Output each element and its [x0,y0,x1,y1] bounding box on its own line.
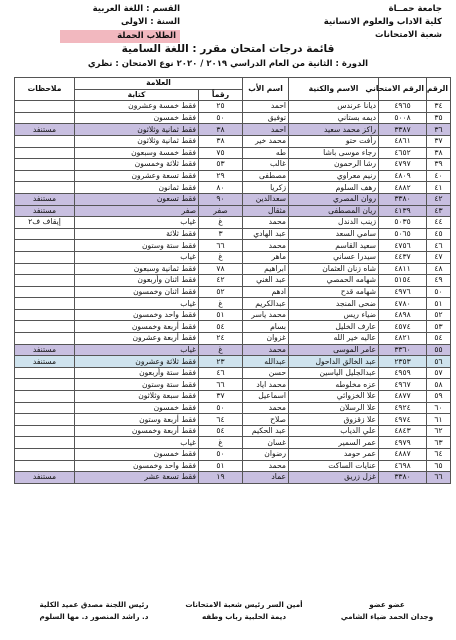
cell-grade-words: صفر [75,205,199,217]
table-row [15,321,451,333]
cell-exam-no: ٤٩٧٤ [379,414,427,426]
cell-father: محمد [243,344,289,356]
cell-exam-no: ٤٤٣٧ [379,251,427,263]
cell-notes [15,112,75,124]
cell-name: عمر حومد [289,449,379,461]
cell-name: عزه مخلوطه [289,379,379,391]
table-row [15,402,451,414]
cell-grade-words: فقط ثمانية وثلاثون [75,135,199,147]
table-row [15,333,451,345]
signature-names: د. راشد المنصور د. مها السلوم [39,612,149,621]
cell-father: عبد الهادي [243,228,289,240]
cell-grade-digits: ٥٤ [199,425,243,437]
header-notes: ملاحظات [15,78,75,101]
cell-notes: مستنفد [15,472,75,484]
cell-grade-words: فقط ستة وستون [75,240,199,252]
cell-grade-words: فقط أربعة وعشرون [75,333,199,345]
cell-grade-digits: ٥٢ [199,286,243,298]
table-row [15,182,451,194]
cell-notes [15,275,75,287]
header-words: كتابة [75,89,199,101]
cell-exam-no: ٥٠٠٨ [379,112,427,124]
cell-father: توفيق [243,112,289,124]
cell-grade-words: غياب [75,217,199,229]
department-label: القسم : اللغة العربية [92,4,180,14]
cell-name: عمر السمير [289,437,379,449]
cell-num: ٥٤ [427,333,451,345]
cell-notes [15,460,75,472]
table-row [15,425,451,437]
cell-grade-digits: ٧٨ [199,263,243,275]
cell-notes [15,298,75,310]
cell-exam-no: ٤٩٢٤ [379,402,427,414]
cell-father: صلاح [243,414,289,426]
cell-grade-digits: ٢٤ [199,333,243,345]
cell-num: ٤٢ [427,193,451,205]
cell-name: سيدرا عساني [289,251,379,263]
cell-name: غزل زريق [289,472,379,484]
table-row [15,449,451,461]
cell-name: علي الدياب [289,425,379,437]
cell-exam-no: ٣٣٨٠ [379,193,427,205]
cell-grade-words: فقط تسعة عشر [75,472,199,484]
cell-num: ٣٨ [427,147,451,159]
cell-notes: مستنفد [15,205,75,217]
header-exam-no: الرقم الامتحاني [379,78,427,101]
cell-num: ٣٤ [427,101,451,113]
signature-block-secretary [174,599,314,623]
cell-grade-digits: ٥١ [199,309,243,321]
grades-table [14,77,451,484]
table-row [15,309,451,321]
cell-num: ٤٥ [427,228,451,240]
cell-name: علا الرسلان [289,402,379,414]
cell-grade-words: فقط اثنان وخمسون [75,286,199,298]
table-row [15,193,451,205]
cell-grade-digits: ٣٨ [199,124,243,136]
cell-name: عبد الخالق الداحول [289,356,379,368]
cell-name: علا زقزوق [289,414,379,426]
table-row [15,367,451,379]
signature-role: عضو عضو [369,600,405,609]
header-father: اسم الأب [243,78,289,101]
cell-father: ماهر [243,251,289,263]
cell-grade-words: غياب [75,251,199,263]
cell-grade-digits: ٥٠ [199,112,243,124]
cell-notes: مستنفد [15,344,75,356]
table-row [15,240,451,252]
cell-father: اسماعيل [243,391,289,403]
cell-father: طه [243,147,289,159]
cell-name: شهامه قدح [289,286,379,298]
cell-name: زينب الدندل [289,217,379,229]
cell-notes [15,414,75,426]
cell-notes [15,425,75,437]
cell-father: محمد اياد [243,379,289,391]
cell-exam-no: ٤٨٠٩ [379,170,427,182]
cell-grade-words: فقط واحد وخمسون [75,309,199,321]
cell-grade-digits: ٥٣ [199,159,243,171]
cell-exam-no: ٤٨٨٧ [379,449,427,461]
table-row [15,286,451,298]
cell-notes [15,251,75,263]
cell-name: عاليه خير الله [289,333,379,345]
cell-grade-digits: ٣ [199,228,243,240]
table-row [15,391,451,403]
cell-grade-words: فقط أربعة وستون [75,414,199,426]
cell-father: سعدالدين [243,193,289,205]
cell-notes [15,135,75,147]
cell-grade-words: فقط تسعون [75,193,199,205]
cell-grade-words: فقط خمسون [75,112,199,124]
university-header [282,3,442,42]
cell-num: ٦١ [427,414,451,426]
cell-num: ٥٧ [427,367,451,379]
cell-exam-no: ٤١٣٩ [379,205,427,217]
cell-grade-words: فقط ثمانية وسبعون [75,263,199,275]
signature-names: وجدان الحمد ضياء الشامي [340,612,434,621]
cell-num: ٣٧ [427,135,451,147]
cell-grade-digits: ٥٠ [199,402,243,414]
cell-father: احمد [243,101,289,113]
cell-name: شاه زنان العثمان [289,263,379,275]
cell-name: ضحى المنجد [289,298,379,310]
cell-name: علا الخزوائي [289,391,379,403]
cell-num: ٣٦ [427,124,451,136]
cell-father: عبد الحكيم [243,425,289,437]
cell-notes [15,391,75,403]
cell-notes [15,159,75,171]
cell-notes [15,437,75,449]
cell-notes [15,367,75,379]
cell-father: احمد [243,124,289,136]
cell-notes [15,240,75,252]
cell-grade-digits: ٦٦ [199,379,243,391]
cell-name: عبدالجليل الياسين [289,367,379,379]
signature-names: ديمة الحلبية رباب وطفه [201,612,287,621]
table-row [15,344,451,356]
cell-notes: مستنفد [15,193,75,205]
cell-exam-no: ٥٠٦٥ [379,228,427,240]
cell-num: ٤٣ [427,205,451,217]
table-row [15,147,451,159]
cell-name: رنيم معراوي [289,170,379,182]
cell-grade-words: فقط سبعة وثلاثون [75,391,199,403]
table-row [15,298,451,310]
cell-father: محمد [243,217,289,229]
cell-name: ضياء ريس [289,309,379,321]
cell-num: ٦٢ [427,425,451,437]
university-name: جامعة حمــاة [388,4,442,14]
table-row [15,356,451,368]
header-digits: رقماً [199,89,243,101]
cell-father: غزوان [243,333,289,345]
cell-notes [15,309,75,321]
cell-exam-no: ٤٩٧٦ [379,286,427,298]
cell-grade-words: فقط أربعة وخمسون [75,425,199,437]
year-label: السنة : الاولى [120,17,180,27]
table-row [15,217,451,229]
cell-notes [15,147,75,159]
cell-grade-words: فقط واحد وخمسون [75,460,199,472]
cell-notes [15,182,75,194]
cell-grade-words: فقط خمسون [75,402,199,414]
cell-grade-words: فقط اثنان وأربعون [75,275,199,287]
cell-grade-digits: ٤٦ [199,367,243,379]
signature-role: رئيس اللجنة مصدق عميد الكلية [39,600,149,609]
cell-father: عماد [243,472,289,484]
cell-num: ٥٦ [427,356,451,368]
cell-exam-no: ٣٣٦٠ [379,344,427,356]
cell-exam-no: ٢٣٥٣ [379,356,427,368]
cell-father: مصطفى [243,170,289,182]
cell-father: ابراهيم [243,263,289,275]
cell-exam-no: ٥١٥٤ [379,275,427,287]
cell-grade-words: فقط أربعة وخمسون [75,321,199,333]
cell-grade-digits: ٦٦ [199,240,243,252]
cell-num: ٤٦ [427,240,451,252]
table-row [15,228,451,240]
cell-grade-digits: صفر [199,205,243,217]
cell-num: ٦٤ [427,449,451,461]
cell-grade-digits: ٣٧ [199,391,243,403]
cell-father: مثقال [243,205,289,217]
cell-num: ٥٨ [427,379,451,391]
cell-grade-words: فقط ثلاثة [75,228,199,240]
cell-exam-no: ٤٥٧٤ [379,321,427,333]
document-subtitle: الدورة : الثانية من العام الدراسي ٢٠١٩ / ٢٠٢٠ نوع الامتحان : نظري [87,59,369,69]
cell-grade-digits: ٢٩ [199,170,243,182]
cell-grade-digits: ٣٨ [199,135,243,147]
table-row [15,472,451,484]
cell-grade-digits: غ [199,344,243,356]
cell-num: ٥١ [427,298,451,310]
cell-num: ٥٣ [427,321,451,333]
cell-grade-digits: ٦٤ [199,414,243,426]
cell-grade-words: فقط ثلاثة وخمسون [75,159,199,171]
cell-name: عنايات الساكت [289,460,379,472]
table-row [15,437,451,449]
table-row [15,159,451,171]
cell-exam-no: ٤٩٦٧ [379,379,427,391]
table-row [15,112,451,124]
cell-exam-no: ٤٧٩٧ [379,159,427,171]
cell-grade-words: فقط خمسة وعشرون [75,101,199,113]
cell-notes [15,449,75,461]
cell-grade-words: فقط خمسة وسبعون [75,147,199,159]
cell-num: ٦٦ [427,472,451,484]
table-row [15,275,451,287]
cell-grade-words: غياب [75,437,199,449]
cell-name: عارف الخليل [289,321,379,333]
cell-notes [15,333,75,345]
signatures-footer [14,599,450,637]
cell-grade-digits: ٧٥ [199,147,243,159]
cell-num: ٣٩ [427,159,451,171]
header-grade: العلامة [75,78,243,90]
cell-grade-digits: غ [199,298,243,310]
signature-block-committee-head [24,599,164,623]
cell-grade-digits: ٨٠ [199,182,243,194]
cell-name: ديمه بستاني [289,112,379,124]
header-num: الرقم [427,78,451,101]
cell-grade-digits: غ [199,251,243,263]
table-row [15,101,451,113]
table-row [15,205,451,217]
cell-father: عبد الغني [243,275,289,287]
cell-exam-no: ٤٦٥٢ [379,147,427,159]
cell-grade-digits: ٥٤ [199,321,243,333]
cell-num: ٥٠ [427,286,451,298]
header-name: الاسم والكنية [289,78,379,101]
cell-exam-no: ٤٩٥٩ [379,367,427,379]
cell-notes [15,170,75,182]
table-row [15,124,451,136]
exams-division: شعبة الامتحانات [375,30,442,40]
faculty-name: كلية الاداب والعلوم الانسانية [323,17,442,27]
cell-num: ٥٥ [427,344,451,356]
cell-father: حسن [243,367,289,379]
cell-num: ٤٩ [427,275,451,287]
cell-father: غسان [243,437,289,449]
cell-grade-digits: ٥٠ [199,449,243,461]
cell-name: سعيد القاسم [289,240,379,252]
cell-grade-digits: ٤٢ [199,275,243,287]
cell-grade-digits: غ [199,217,243,229]
cell-exam-no: ٤٨٩٨ [379,309,427,321]
cell-father: عبدالكريم [243,298,289,310]
cell-num: ٥٩ [427,391,451,403]
cell-name: رأفت حتو [289,135,379,147]
cell-exam-no: ٤٩٦٥ [379,101,427,113]
cell-name: ريان المصطفى [289,205,379,217]
student-category-label: الطلاب الحملة [60,30,180,43]
cell-father: ادهم [243,286,289,298]
cell-father: محمد [243,460,289,472]
department-header [60,3,180,43]
cell-father: زكريا [243,182,289,194]
cell-notes [15,379,75,391]
cell-num: ٥٢ [427,309,451,321]
cell-name: شهامه الحمصي [289,275,379,287]
cell-notes: مستنفد [15,124,75,136]
cell-grade-digits: ٢٣ [199,356,243,368]
cell-exam-no: ٣٣٨٧ [379,124,427,136]
cell-exam-no: ٤٦٩٨ [379,460,427,472]
signature-block-members [324,599,450,623]
cell-name: رشا الرحمون [289,159,379,171]
cell-name: ديانا عرندس [289,101,379,113]
signature-role: أمين السر رئيس شعبة الامتحانات [185,600,303,609]
cell-grade-words: فقط ثمانية وثلاثون [75,124,199,136]
cell-father: غالب [243,159,289,171]
cell-father: محمد خير [243,135,289,147]
cell-name: رجاء موسى باشا [289,147,379,159]
cell-exam-no: ٤٧٨٠ [379,298,427,310]
cell-num: ٣٥ [427,112,451,124]
cell-num: ٤٠ [427,170,451,182]
cell-grade-words: غياب [75,344,199,356]
cell-grade-digits: ١٩ [199,472,243,484]
cell-grade-words: فقط ثلاثة وعشرون [75,356,199,368]
cell-num: ٦٣ [427,437,451,449]
cell-grade-words: غياب [75,298,199,310]
cell-num: ٦٠ [427,402,451,414]
cell-exam-no: ٤٨٨٢ [379,182,427,194]
cell-num: ٤٨ [427,263,451,275]
cell-grade-words: فقط ثمانون [75,182,199,194]
cell-exam-no: ٤٨٤٣ [379,425,427,437]
cell-father: رضوان [243,449,289,461]
cell-grade-words: فقط تسعة وعشرون [75,170,199,182]
cell-name: رهف السلوم [289,182,379,194]
cell-num: ٤٤ [427,217,451,229]
table-row [15,263,451,275]
grades-table-wrapper [14,77,450,484]
table-row [15,379,451,391]
cell-father: بسام [243,321,289,333]
cell-notes [15,402,75,414]
cell-grade-digits: ٢٥ [199,101,243,113]
cell-father: محمد [243,240,289,252]
cell-num: ٦٥ [427,460,451,472]
cell-grade-digits: غ [199,437,243,449]
cell-exam-no: ٤٨٧٧ [379,391,427,403]
cell-name: راكز محمد سعيد [289,124,379,136]
grades-table-body [15,101,451,484]
cell-exam-no: ٤٨٦١ [379,135,427,147]
cell-exam-no: ٤٨٢١ [379,333,427,345]
cell-father: عبدالله [243,356,289,368]
cell-notes [15,228,75,240]
cell-exam-no: ٣٣٨٠ [379,472,427,484]
cell-grade-words: فقط ستة وستون [75,379,199,391]
cell-name: سامي السعد [289,228,379,240]
cell-grade-words: فقط خمسون [75,449,199,461]
cell-num: ٤٧ [427,251,451,263]
table-row [15,170,451,182]
cell-grade-digits: ٥١ [199,460,243,472]
table-row [15,460,451,472]
cell-name: روان المصري [289,193,379,205]
cell-grade-digits: ٩٠ [199,193,243,205]
cell-notes: مستنفد [15,356,75,368]
cell-exam-no: ٤٧٥٦ [379,240,427,252]
cell-num: ٤١ [427,182,451,194]
cell-grade-words: فقط ستة وأربعون [75,367,199,379]
cell-exam-no: ٥٠٣٥ [379,217,427,229]
cell-notes [15,263,75,275]
table-row [15,135,451,147]
cell-notes [15,101,75,113]
cell-notes [15,286,75,298]
cell-exam-no: ٤٨١١ [379,263,427,275]
table-row [15,414,451,426]
cell-father: محمد ياسر [243,309,289,321]
cell-notes: إيقاف ف٢ [15,217,75,229]
cell-exam-no: ٤٩٧٩ [379,437,427,449]
cell-notes [15,321,75,333]
document-title: قائمة درجات امتحان مقرر : اللغة السامية [121,43,335,55]
cell-name: عامر الموسى [289,344,379,356]
table-row [15,251,451,263]
cell-father: محمد [243,402,289,414]
